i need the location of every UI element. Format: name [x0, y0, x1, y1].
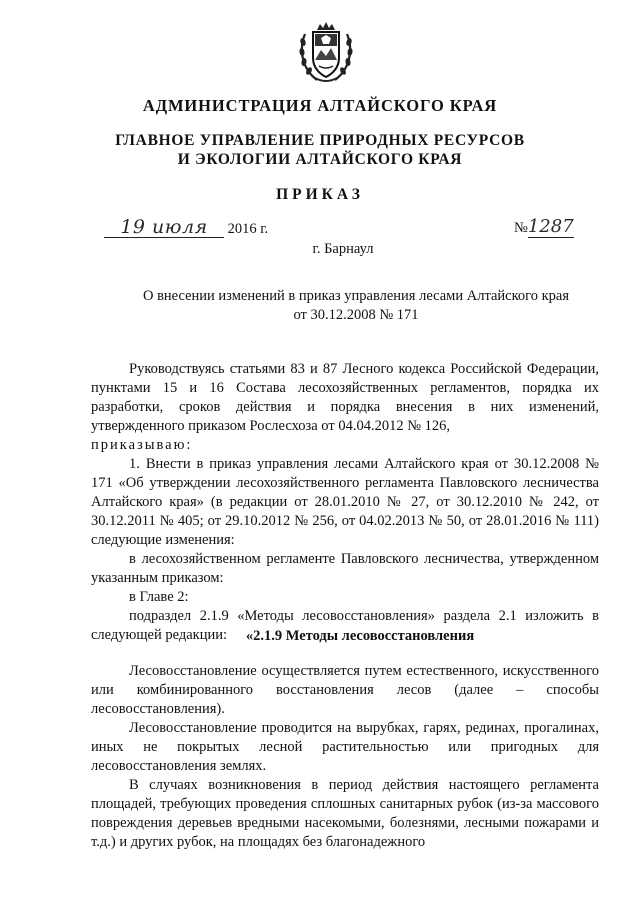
document-type: ПРИКАЗ [276, 186, 364, 203]
number-prefix: № [514, 220, 528, 236]
handwritten-number: 1287 [527, 216, 574, 237]
subsection-paragraph: подраздел 2.1.9 «Методы лесовосстановления» раздела 2.1 изложить в следующей редакции: [91, 608, 599, 643]
item-1-paragraph: 1. Внести в приказ управления лесами Алтайского края от 30.12.2008 № 171 «Об утверждении лесохозяйственного регламента Павловского лесничества Алтайского края» (в редакции от 28.01.2010 № 27, от 30.12.2010 № 242, от 30.12.2011 № 405; от 29.10.2012 № 256, от 04.02.2013 № 50, от 28.01.2016 № 111) следующие изменения: [91, 456, 599, 548]
order-body [91, 360, 599, 645]
department-title-line1: ГЛАВНОЕ УПРАВЛЕНИЕ ПРИРОДНЫХ РЕСУРСОВ [115, 132, 525, 149]
coat-of-arms-icon [297, 20, 355, 86]
orders-word: приказываю: [91, 437, 193, 453]
regulation-paragraph: в лесохозяйственном регламенте Павловского лесничества, утвержденном указанным приказом: [91, 551, 599, 586]
section-body [91, 662, 599, 852]
department-title-line2: И ЭКОЛОГИИ АЛТАЙСКОГО КРАЯ [177, 151, 463, 168]
section-paragraph-1: Лесовосстановление осуществляется путем естественного, искусственного или комбинированного восстановления лесов (далее – способы лесовосстановления). [91, 663, 599, 717]
chapter-paragraph: в Главе 2: [129, 589, 189, 605]
subject-line2: от 30.12.2008 № 171 [293, 307, 419, 323]
administration-title: АДМИНИСТРАЦИЯ АЛТАЙСКОГО КРАЯ [142, 96, 498, 115]
department-title [0, 131, 640, 169]
section-paragraph-2: Лесовосстановление проводится на вырубках, гарях, рединах, прогалинах, иных не покрытых лесной растительностью или пригодных для лесовосстановления землях. [91, 720, 599, 774]
section-title: «2.1.9 Методы лесовосстановления [245, 628, 475, 644]
preamble-paragraph: Руководствуясь статьями 83 и 87 Лесного кодекса Российской Федерации, пунктами 15 и 16 Состава лесохозяйственных регламентов, порядка их разработки, сроков действия и порядка внесения в них изменений, утвержденного приказом Рослесхоза от 04.04.2012 № 126, [91, 361, 599, 434]
order-subject [0, 287, 640, 325]
date-year: 2016 г. [227, 221, 269, 237]
order-date [104, 217, 268, 238]
subject-line1: О внесении изменений в приказ управления лесами Алтайского края [142, 288, 570, 304]
handwritten-date: 19 июля [104, 217, 224, 238]
city-name: г. Барнаул [312, 241, 374, 257]
order-number [514, 217, 574, 238]
section-paragraph-3: В случаях возникновения в период действия настоящего регламента площадей, требующих проведения сплошных санитарных рубок (из-за массового повреждения деревьев вредными насекомыми, болезнями, лесными пожарами и т.д.) и других рубок, на площадях без благонадежного [91, 777, 599, 850]
